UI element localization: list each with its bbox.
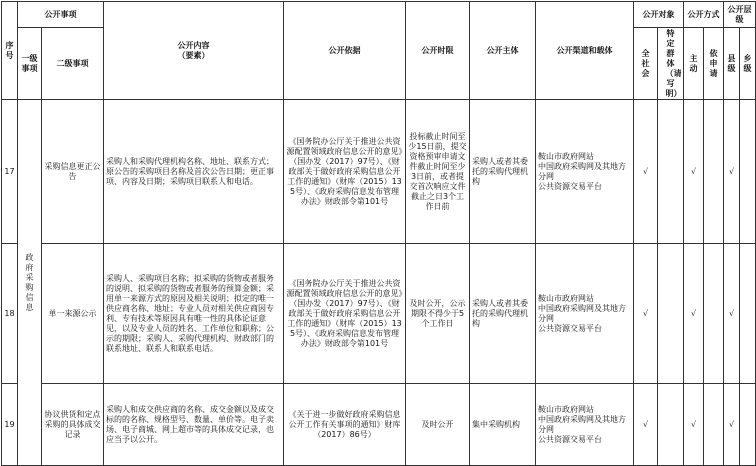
check-level-county: √ (724, 244, 740, 384)
row-level2: 采购信息更正公告 (42, 100, 104, 244)
row-subject: 集中采购机构 (470, 384, 536, 466)
header-matters: 公开事项 (18, 2, 104, 28)
row-subject: 采购人或者其委托的采购代理机构 (470, 100, 536, 244)
check-target-specific (658, 244, 684, 384)
check-level-county: √ (724, 100, 740, 244)
row-level2: 单一来源公示 (42, 244, 104, 384)
row-content: 采购人和采购代理机构名称、地址、联系方式；原公告的采购项目名称及首次公告日期；更正事项、内容及日期；采购项目联系人和电话。 (104, 100, 284, 244)
row-subject: 采购人或者其委托的采购代理机构 (470, 244, 536, 384)
check-target-all: √ (634, 244, 658, 384)
level1-cell: 政府采购信息 (18, 100, 42, 466)
check-method-apply (704, 100, 724, 244)
header-subject: 公开主体 (470, 2, 536, 100)
header-basis: 公开依据 (284, 2, 406, 100)
disclosure-table (1, 1, 756, 466)
header-content-sub: （要素） (177, 50, 210, 60)
row-time-limit: 及时公开 (406, 384, 470, 466)
check-level-town (740, 100, 756, 244)
row-channel: 鞍山市政府网站 中国政府采购网及其地方分网 公共资源交易平台 (536, 100, 634, 244)
header-target-specific: 特定群体（请写明） (658, 28, 684, 100)
header-level-town: 乡级 (740, 28, 756, 100)
header-time-limit: 公开时限 (406, 2, 470, 100)
check-target-specific (658, 384, 684, 466)
row-seq: 17 (2, 100, 18, 244)
check-target-specific (658, 100, 684, 244)
header-channel: 公开渠道和载体 (536, 2, 634, 100)
row-channel: 鞍山市政府网站 中国政府采购网及其地方分网 公共资源交易平台 (536, 384, 634, 466)
row-content: 采购人、采购项目名称；拟采购的货物或者服务的说明、拟采购的货物或者服务的预算金额；采用单一来源方式的原因及相关说明；拟定的唯一供应商名称、地址；专业人员对相关供应商因专利、专有技术等原因具有唯一性的具体论证意见，以及专业人员的姓名、工作单位和职称；公示的期限；采购人、采购代理机构、财政部门的联系地址、联系人和联系电话。 (104, 244, 284, 384)
check-target-all: √ (634, 100, 658, 244)
row-time-limit: 投标截止时间至少15日前，提交资格预审申请文件截止时间至少3日前，或者提交首次响应文件截止之日3个工作日前 (406, 100, 470, 244)
row-basis: 《国务院办公厅关于推进公共资源配置领域政府信息公开的意见》（国办发（2017）97号）、《财政部关于做好政府采购信息公开工作的通知》（财库（2015）135号）、《政府采购信息发布管理办法》财政部令第101号 (284, 100, 406, 244)
header-row-1 (2, 2, 756, 28)
header-level-county: 县级 (724, 28, 740, 100)
header-level: 公开层级 (724, 2, 756, 28)
table-row (2, 244, 756, 384)
check-target-all: √ (634, 384, 658, 466)
row-seq: 18 (2, 244, 18, 384)
check-method-active: √ (684, 100, 704, 244)
row-channel: 鞍山市政府网站 中国政府采购网及其地方分网 公共资源交易平台 (536, 244, 634, 384)
row-basis: 《关于进一步做好政府采购信息公开工作有关事项的通知》财库（2017）86号） (284, 384, 406, 466)
row-basis: 《国务院办公厅关于推进公共资源配置领域政府信息公开的意见》（国办发（2017）97号）、《财政部关于做好政府采购信息公开工作的通知》（财库（2015）135号）、《政府采购信息发布管理办法》财政部令第101号 (284, 244, 406, 384)
check-method-active: √ (684, 384, 704, 466)
header-content (104, 2, 284, 100)
header-method: 公开方式 (684, 2, 724, 28)
check-method-apply (704, 244, 724, 384)
header-content-title: 公开内容 (177, 40, 210, 50)
check-level-town (740, 244, 756, 384)
table-row (2, 100, 756, 244)
header-method-active: 主动 (684, 28, 704, 100)
row-seq: 19 (2, 384, 18, 466)
header-target-all: 全社会 (634, 28, 658, 100)
table-row (2, 384, 756, 466)
row-level2: 协议供货和定点采购的具体成交记录 (42, 384, 104, 466)
check-level-town (740, 384, 756, 466)
header-target: 公开对象 (634, 2, 684, 28)
row-content: 采购人和成交供应商的名称、成交金额以及成交标的的名称、规格型号、数量、单价等。电子卖场、电子商城、网上超市等的具体成交记录，也应当予以公开。 (104, 384, 284, 466)
header-level1: 一级事项 (18, 28, 42, 100)
check-method-active: √ (684, 244, 704, 384)
header-level2: 二级事项 (42, 28, 104, 100)
header-seq: 序号 (2, 2, 18, 100)
row-time-limit: 及时公开，公示期限不得少于5个工作日 (406, 244, 470, 384)
check-level-county: √ (724, 384, 740, 466)
header-method-apply: 依申请 (704, 28, 724, 100)
check-method-apply (704, 384, 724, 466)
